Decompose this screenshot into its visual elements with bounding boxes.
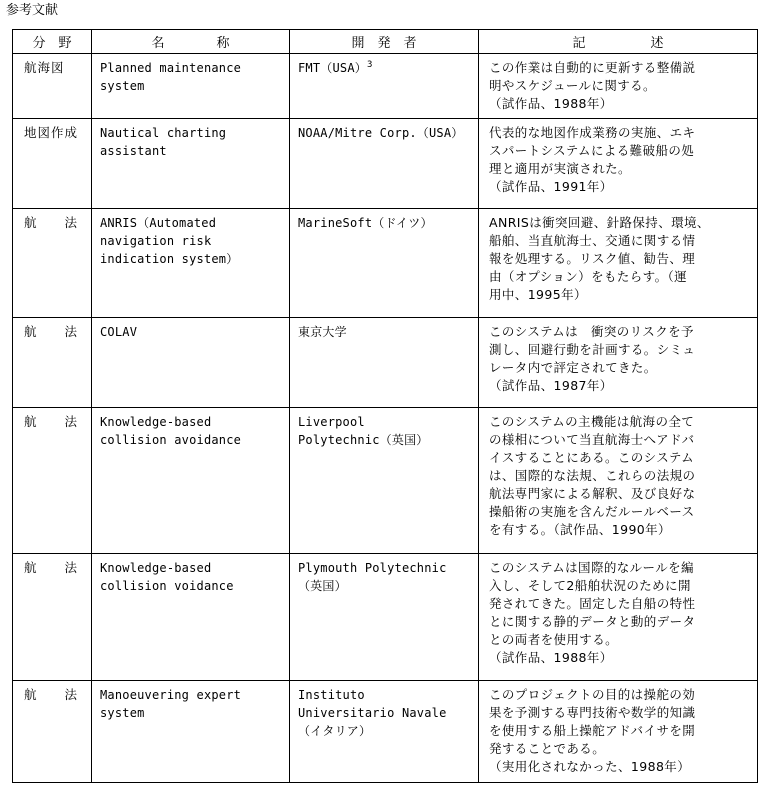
developer-wrap bbox=[290, 54, 478, 77]
description-cell bbox=[479, 408, 758, 554]
name-text: Knowledge-based collision avoidance bbox=[100, 415, 242, 447]
column-header-description: 記 述 bbox=[479, 30, 758, 54]
developer-cell bbox=[290, 681, 479, 783]
name-cell bbox=[92, 554, 290, 681]
table-row bbox=[13, 209, 758, 318]
name-text: Planned maintenance system bbox=[100, 61, 242, 93]
name-text: Manoeuvering expert system bbox=[100, 688, 242, 720]
table-row bbox=[13, 119, 758, 209]
name-cell bbox=[92, 119, 290, 209]
field-cell bbox=[13, 209, 92, 318]
name-cell bbox=[92, 681, 290, 783]
table-row bbox=[13, 554, 758, 681]
developer-cell bbox=[290, 54, 479, 119]
page-title: 参考文献 bbox=[6, 3, 59, 18]
developer-text: NOAA/Mitre Corp.（USA） bbox=[298, 126, 464, 140]
field-cell bbox=[13, 554, 92, 681]
description-text: ANRISは衝突回避、針路保持、環境、 船舶、当直航海士、交通に関する情 報を処理する。リスク値、勧告、理 由（オプション）をもたらす。（運 用中、1995年） bbox=[489, 215, 710, 302]
developer-text: Liverpool Polytechnic（英国） bbox=[298, 415, 429, 447]
field-text: 航 法 bbox=[24, 560, 79, 575]
field-text: 航海図 bbox=[24, 60, 65, 75]
developer-text: Instituto Universitario Navale （イタリア） bbox=[298, 688, 447, 738]
description-text: このプロジェクトの目的は操舵の効 果を予測する専門技術や数学的知識 を使用する船上操舵アドバイサを開 発することである。 （実用化されなかった、1988年） bbox=[489, 687, 696, 774]
name-cell bbox=[92, 54, 290, 119]
footnote-marker: 3 bbox=[366, 60, 373, 70]
column-header-name: 名 称 bbox=[92, 30, 290, 54]
field-cell bbox=[13, 681, 92, 783]
developer-text: FMT（USA） bbox=[298, 61, 367, 75]
field-text: 航 法 bbox=[24, 414, 79, 429]
name-text: COLAV bbox=[100, 325, 138, 339]
description-cell bbox=[479, 681, 758, 783]
description-text: この作業は自動的に更新する整備説 明やスケジュールに関する。 （試作品、1988年） bbox=[489, 60, 696, 111]
table-row bbox=[13, 681, 758, 783]
field-text: 航 法 bbox=[24, 324, 79, 339]
field-text: 航 法 bbox=[24, 215, 79, 230]
column-header-field: 分 野 bbox=[13, 30, 92, 54]
description-text: このシステムの主機能は航海の全て の様相について当直航海士へアドバ イスすることにある。このシステム は、国際的な法規、これらの法規の 航法専門家による解釈、及び良好な 操船術の実施を含んだルールベース を有する。（試作品、1990年） bbox=[489, 414, 696, 537]
field-text: 航 法 bbox=[24, 687, 79, 702]
field-cell bbox=[13, 54, 92, 119]
table-row bbox=[13, 318, 758, 408]
description-cell bbox=[479, 54, 758, 119]
field-text: 地図作成 bbox=[24, 125, 79, 140]
description-cell bbox=[479, 554, 758, 681]
name-cell bbox=[92, 408, 290, 554]
developer-text: Plymouth Polytechnic （英国） bbox=[298, 561, 447, 593]
table-row bbox=[13, 408, 758, 554]
field-cell bbox=[13, 119, 92, 209]
developer-cell bbox=[290, 408, 479, 554]
developer-cell bbox=[290, 554, 479, 681]
name-cell bbox=[92, 209, 290, 318]
description-cell bbox=[479, 119, 758, 209]
developer-cell bbox=[290, 119, 479, 209]
table-header-row bbox=[13, 30, 758, 54]
description-cell bbox=[479, 318, 758, 408]
developer-text: 東京大学 bbox=[298, 325, 347, 339]
description-text: このシステムは 衝突のリスクを予 測し、回避行動を計画する。シミュ レータ内で評定されてきた。 （試作品、1987年） bbox=[489, 324, 696, 393]
column-header-developer: 開 発 者 bbox=[290, 30, 479, 54]
developer-text: MarineSoft（ドイツ） bbox=[298, 216, 433, 230]
description-text: このシステムは国際的なルールを編 入し、そして2船舶状況のために開 発されてきた。固定した自船の特性 とに関する静的データと動的データ との両者を使用する。 （試作品、1988年） bbox=[489, 560, 696, 665]
name-cell bbox=[92, 318, 290, 408]
name-text: Knowledge-based collision voidance bbox=[100, 561, 234, 593]
table-row bbox=[13, 54, 758, 119]
developer-cell bbox=[290, 209, 479, 318]
description-text: 代表的な地図作成業務の実施、エキ スパートシステムによる難破船の処 理と適用が実演された。 （試作品、1991年） bbox=[489, 125, 696, 194]
reference-table bbox=[12, 29, 758, 783]
description-cell bbox=[479, 209, 758, 318]
developer-cell bbox=[290, 318, 479, 408]
field-cell bbox=[13, 408, 92, 554]
field-cell bbox=[13, 318, 92, 408]
name-text: Nautical charting assistant bbox=[100, 126, 227, 158]
name-text: ANRIS（Automated navigation risk indication system） bbox=[100, 216, 239, 266]
